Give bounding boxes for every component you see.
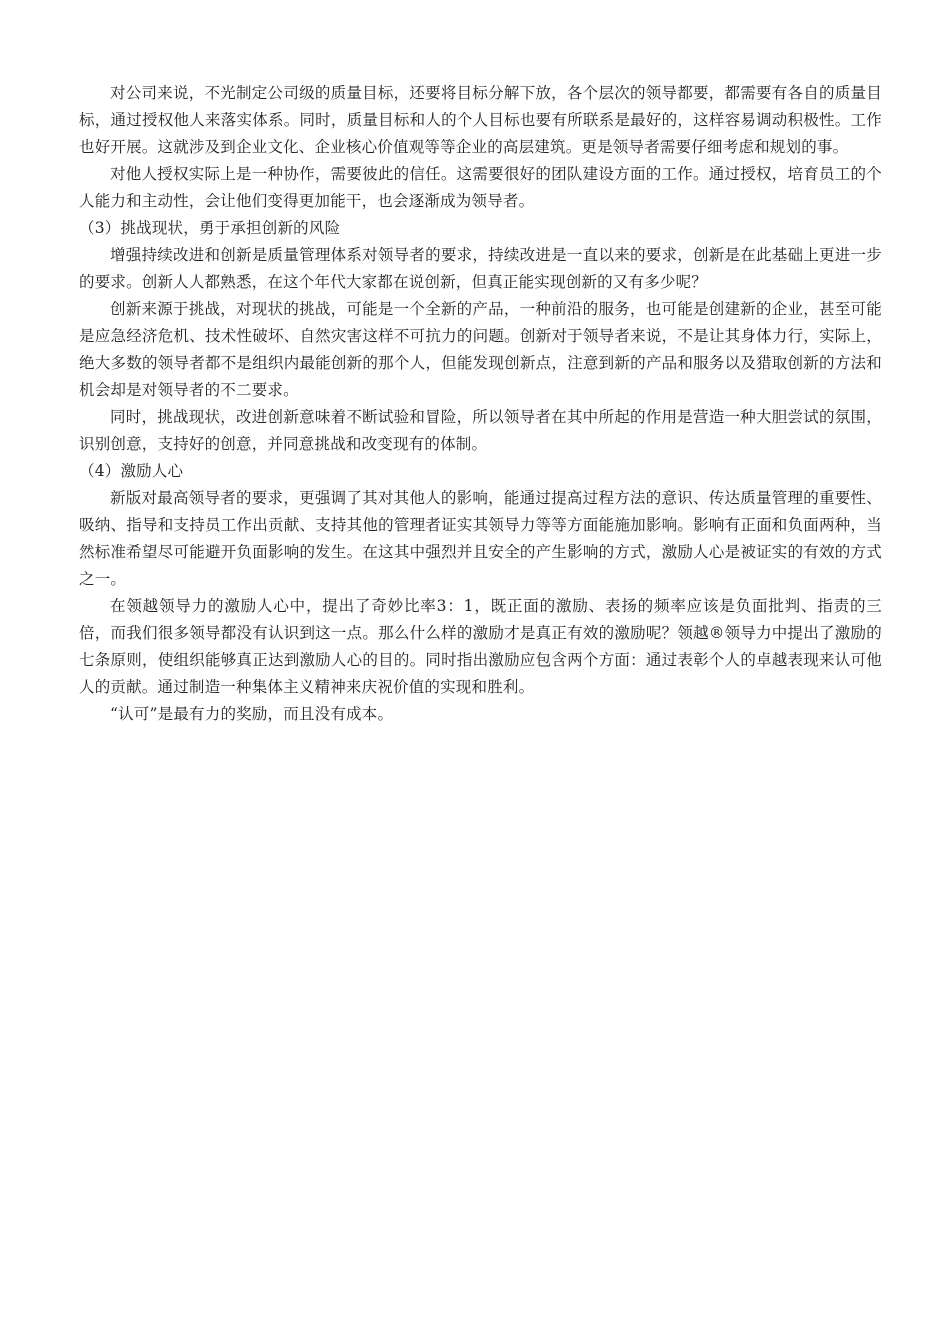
- paragraph-continuous-improvement: 增强持续改进和创新是质量管理体系对领导者的要求，持续改进是一直以来的要求，创新是在此基础上更进一步的要求。创新人人都熟悉，在这个年代大家都在说创新，但真正能实现创新的又有多少呢？: [79, 246, 882, 291]
- section-heading-challenge: （3）挑战现状，勇于承担创新的风险: [79, 219, 341, 237]
- paragraph-magic-ratio: 在领越领导力的激励人心中，提出了奇妙比率3：1，既正面的激励、表扬的频率应该是负面批判、指责的三倍，而我们很多领导都没有认识到这一点。那么什么样的激励才是真正有效的激励呢？领越®领导力中提出了激励的七条原则，使组织能够真正达到激励人心的目的。同时指出激励应包含两个方面：通过表彰个人的卓越表现来认可他人的贡献。通过制造一种集体主义精神来庆祝价值的实现和胜利。: [79, 597, 882, 696]
- paragraph-experiment-risk: 同时，挑战现状，改进创新意味着不断试验和冒险，所以领导者在其中所起的作用是营造一种大胆尝试的氛围，识别创意，支持好的创意，并同意挑战和改变现有的体制。: [79, 408, 882, 453]
- paragraph-company-quality-goals: 对公司来说，不光制定公司级的质量目标，还要将目标分解下放，各个层次的领导都要，都需要有各自的质量目标，通过授权他人来落实体系。同时，质量目标和人的个人目标也要有所联系是最好的，这样容易调动积极性。工作也好开展。这就涉及到企业文化、企业核心价值观等等企业的高层建筑。更是领导者需要仔细考虑和规划的事。: [79, 84, 882, 156]
- section-heading-inspire: （4）激励人心: [79, 462, 184, 480]
- document-body: [79, 80, 882, 728]
- paragraph-authorization: 对他人授权实际上是一种协作，需要彼此的信任。这需要很好的团队建设方面的工作。通过授权，培育员工的个人能力和主动性，会让他们变得更加能干，也会逐渐成为领导者。: [79, 165, 882, 210]
- paragraph-recognition: “认可”是最有力的奖励，而且没有成本。: [110, 705, 394, 723]
- paragraph-innovation-source: 创新来源于挑战，对现状的挑战，可能是一个全新的产品，一种前沿的服务，也可能是创建新的企业，甚至可能是应急经济危机、技术性破坏、自然灾害这样不可抗力的问题。创新对于领导者来说，不是让其身体力行，实际上，绝大多数的领导者都不是组织内最能创新的那个人，但能发现创新点，注意到新的产品和服务以及猎取创新的方法和机会却是对领导者的不二要求。: [79, 300, 882, 399]
- paragraph-leader-influence: 新版对最高领导者的要求，更强调了其对其他人的影响，能通过提高过程方法的意识、传达质量管理的重要性、吸纳、指导和支持员工作出贡献、支持其他的管理者证实其领导力等等方面能施加影响。影响有正面和负面两种，当然标准希望尽可能避开负面影响的发生。在这其中强烈并且安全的产生影响的方式，激励人心是被证实的有效的方式之一。: [79, 489, 882, 588]
